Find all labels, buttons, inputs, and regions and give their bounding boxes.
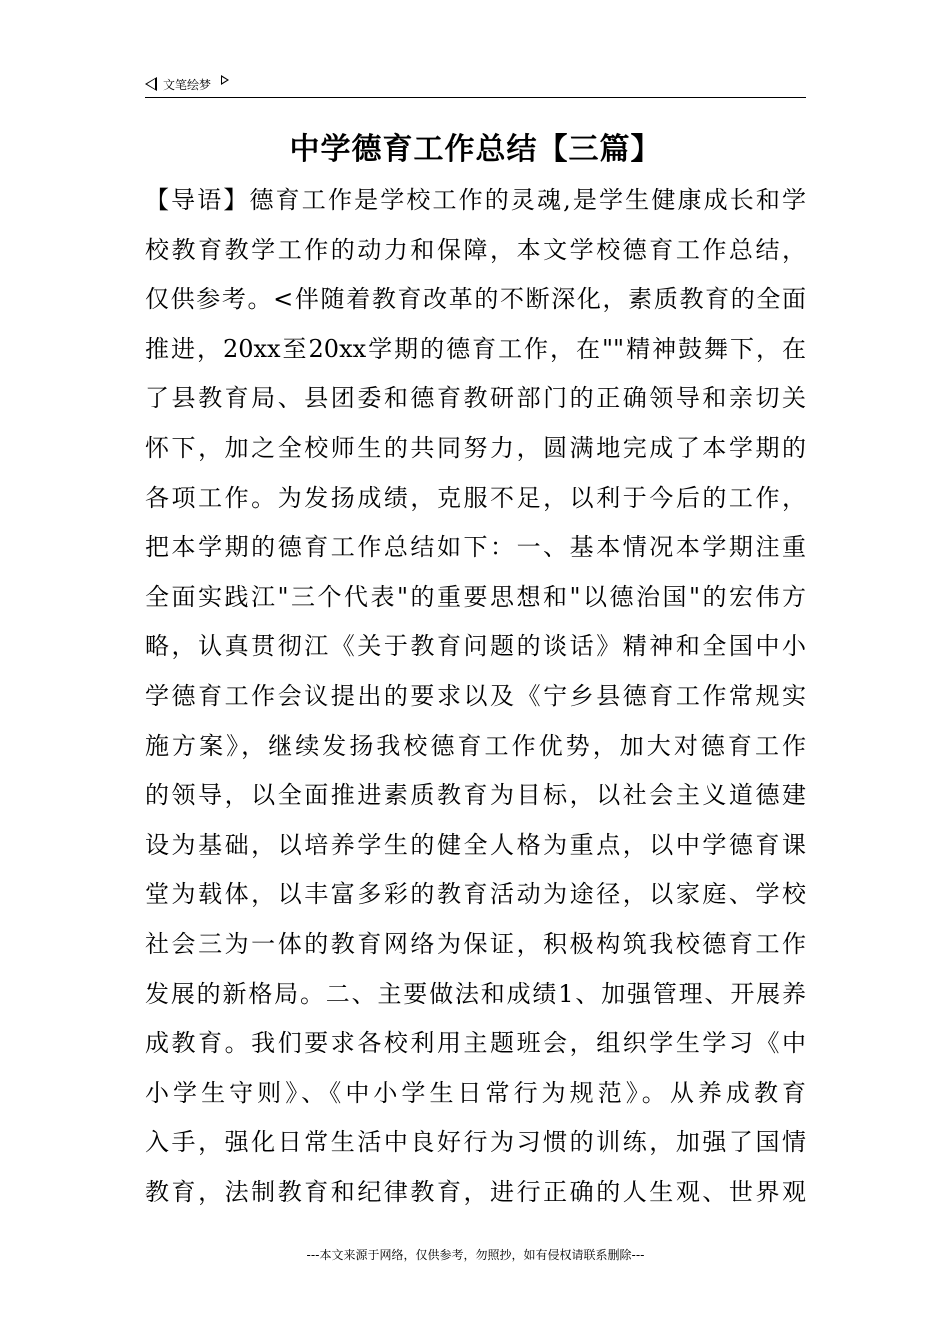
body-line: 把本学期的德育工作总结如下：一、基本情况本学期注重 [145,533,806,562]
body-line: 怀下，加之全校师生的共同努力，圆满地完成了本学期的 [145,433,806,462]
document-footer: ---本文来源于网络，仅供参考，勿照抄，如有侵权请联系删除--- [306,1248,645,1262]
header-brand: 文笔绘梦 [163,77,212,92]
body-line: 设为基础，以培养学生的健全人格为重点，以中学德育课 [145,830,806,859]
body-line: 社会三为一体的教育网络为保证，积极构筑我校德育工作 [145,929,806,958]
header-divider [145,97,806,98]
body-line: 仅供参考。<伴随着教育改革的不断深化，素质教育的全面 [145,285,806,314]
triangle-right-icon [221,75,229,85]
body-line: 发展的新格局。二、主要做法和成绩1、加强管理、开展养 [145,979,806,1008]
body-line: 堂为载体，以丰富多彩的教育活动为途径，以家庭、学校 [145,880,806,909]
body-line: 施方案》，继续发扬我校德育工作优势，加大对德育工作 [145,731,806,760]
body-line: 了县教育局、县团委和德育教研部门的正确领导和亲切关 [145,384,806,413]
body-line: 小学生守则》、《中小学生日常行为规范》。从养成教育 [145,1078,806,1107]
body-line: 略，认真贯彻江《关于教育问题的谈话》精神和全国中小 [145,632,806,661]
document-header [145,74,229,94]
triangle-left-icon [145,77,157,91]
body-line: 推进，20xx至20xx学期的德育工作，在""精神鼓舞下，在 [145,334,806,363]
body-line: 各项工作。为发扬成绩，克服不足，以利于今后的工作， [145,483,806,512]
body-line: 全面实践江"三个代表"的重要思想和"以德治国"的宏伟方 [145,582,806,611]
body-line: 成教育。我们要求各校利用主题班会，组织学生学习《中 [145,1029,806,1058]
body-line: 学德育工作会议提出的要求以及《宁乡县德育工作常规实 [145,681,806,710]
body-line: 的领导，以全面推进素质教育为目标，以社会主义道德建 [145,781,806,810]
document-title: 中学德育工作总结【三篇】 [289,132,662,167]
body-line: 教育，法制教育和纪律教育，进行正确的人生观、世界观 [145,1177,806,1206]
body-line: 校教育教学工作的动力和保障，本文学校德育工作总结， [145,235,806,264]
body-line: 【导语】德育工作是学校工作的灵魂,是学生健康成长和学 [145,186,806,214]
body-line: 入手，强化日常生活中良好行为习惯的训练，加强了国情 [145,1128,806,1157]
document-body [145,176,806,1228]
